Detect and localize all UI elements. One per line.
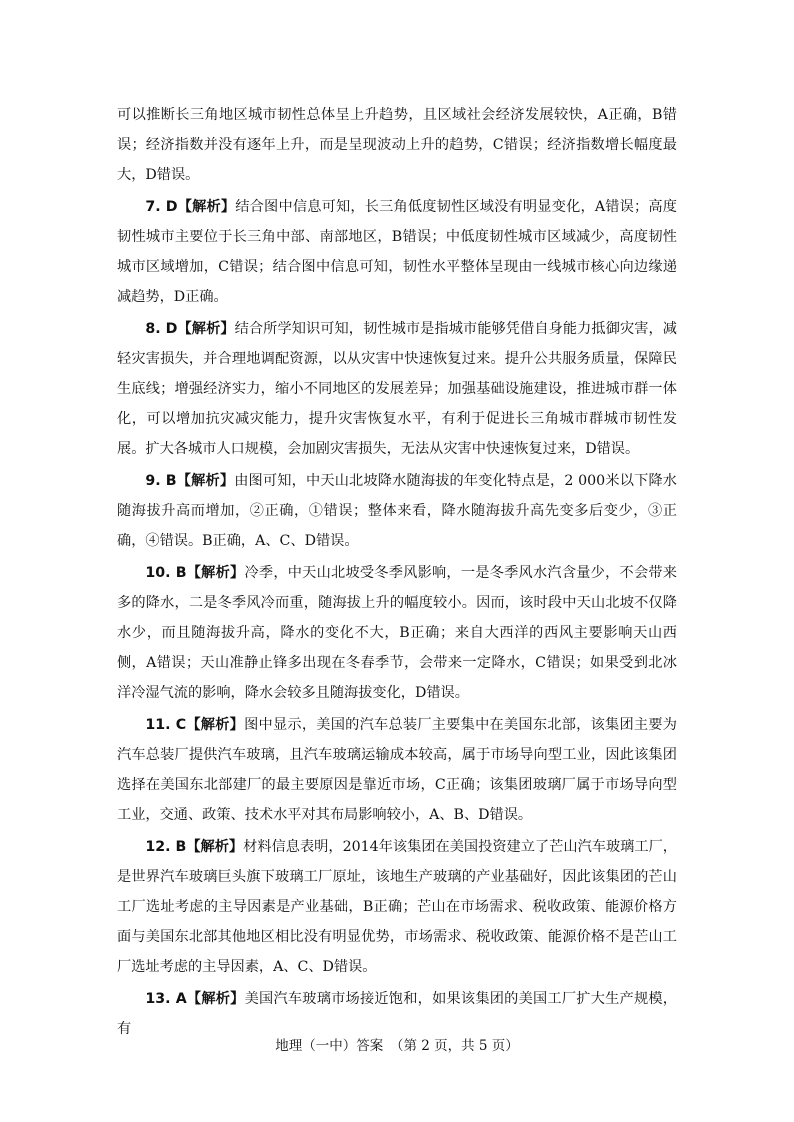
answer-text: 材料信息表明，2014年该集团在美国投资建立了芒山汽车玻璃工厂，是世界汽车玻璃巨头旗下玻璃工厂原址，该地生产玻璃的产业基础好，因此该集团的芒山工厂选址考虑的主导因素是产业基础，B正确；芒山在市场需求、税收政策、能源价格方面与美国东北部其他地区相比没有明显优势，市场需求、税收政策、能源价格不是芒山工厂选址考虑的主导因素，A、C、D错误。 — [117, 839, 677, 975]
answer-number: 13. A — [145, 991, 187, 1007]
analysis-tag: 【解析】 — [186, 991, 245, 1007]
answer-12 — [117, 832, 677, 982]
answer-text: 图中显示，美国的汽车总装厂主要集中在美国东北部，该集团主要为汽车总装厂提供汽车玻璃，且汽车玻璃运输成本较高，属于市场导向型工业，因此该集团选择在美国东北部建厂的最主要原因是靠近市场，C正确；该集团玻璃厂属于市场导向型工业，交通、政策、技术水平对其布局影响较小，A、B、D错误。 — [117, 717, 677, 823]
answer-11 — [117, 710, 677, 830]
continuation-paragraph: 可以推断长三角地区城市韧性总体呈上升趋势，且区域社会经济发展较快，A正确，B错误；经济指数并没有逐年上升，而是呈现波动上升的趋势，C错误；经济指数增长幅度最大，D错误。 — [117, 107, 677, 183]
answer-text: 结合所学知识可知，韧性城市是指城市能够凭借自身能力抵御灾害，减轻灾害损失，并合理地调配资源，以从灾害中快速恢复过来。提升公共服务质量，保障民生底线；增强经济实力，缩小不同地区的发展差异；加强基础设施建设，推进城市群一体化，可以增加抗灾减灾能力，提升灾害恢复水平，有利于促进长三角城市群城市韧性发展。扩大各城市人口规模，会加剧灾害损失，无法从灾害中快速恢复过来，D错误。 — [117, 321, 677, 457]
analysis-tag: 【解析】 — [186, 839, 244, 855]
analysis-tag: 【解析】 — [177, 199, 236, 215]
analysis-tag: 【解析】 — [176, 473, 235, 489]
answer-text: 冷季，中天山北坡受冬季风影响，一是冬季风水汽含量少，不会带来多的降水，二是冬季风冷而重，随海拔上升的幅度较小。因而，该时段中天山北坡不仅降水少，而且随海拔升高，降水的变化不大，B正确；来自大西洋的西风主要影响天山西侧，A错误；天山准静止锋多出现在冬春季节，会带来一定降水，C错误；如果受到北冰洋冷湿气流的影响，降水会较多且随海拔变化，D错误。 — [117, 565, 677, 701]
answer-number: 8. D — [145, 321, 178, 337]
answer-9 — [117, 466, 677, 556]
answer-number: 9. B — [145, 473, 177, 489]
answer-10 — [117, 558, 677, 708]
answer-text: 结合图中信息可知，长三角低度韧性区域没有明显变化，A错误；高度韧性城市主要位于长三角中部、南部地区，B错误；中低度韧性城市区域减少，高度韧性城市区域增加，C错误；结合图中信息可知，韧性水平整体呈现由一线城市核心向边缘递减趋势，D正确。 — [117, 199, 677, 305]
answer-text: 由图可知，中天山北坡降水随海拔的年变化特点是，2 000米以下降水随海拔升高而增加，②正确，①错误；整体来看，降水随海拔升高先变多后变少，③正确，④错误。B正确，A、C、D错误。 — [117, 473, 677, 549]
analysis-tag: 【解析】 — [177, 321, 235, 337]
answer-number: 7. D — [145, 199, 178, 215]
analysis-tag: 【解析】 — [186, 565, 245, 581]
page-footer: 地理（一中）答案 （第 2 页，共 5 页） — [275, 1038, 519, 1054]
answer-number: 10. B — [145, 565, 187, 581]
answer-page — [117, 100, 677, 1046]
answer-number: 12. B — [145, 839, 187, 855]
analysis-tag: 【解析】 — [186, 717, 245, 733]
answer-text: 美国汽车玻璃市场接近饱和，如果该集团的美国工厂扩大生产规模，有 — [117, 991, 677, 1037]
answer-8 — [117, 314, 677, 464]
answer-number: 11. C — [145, 717, 187, 733]
answer-7 — [117, 192, 677, 312]
